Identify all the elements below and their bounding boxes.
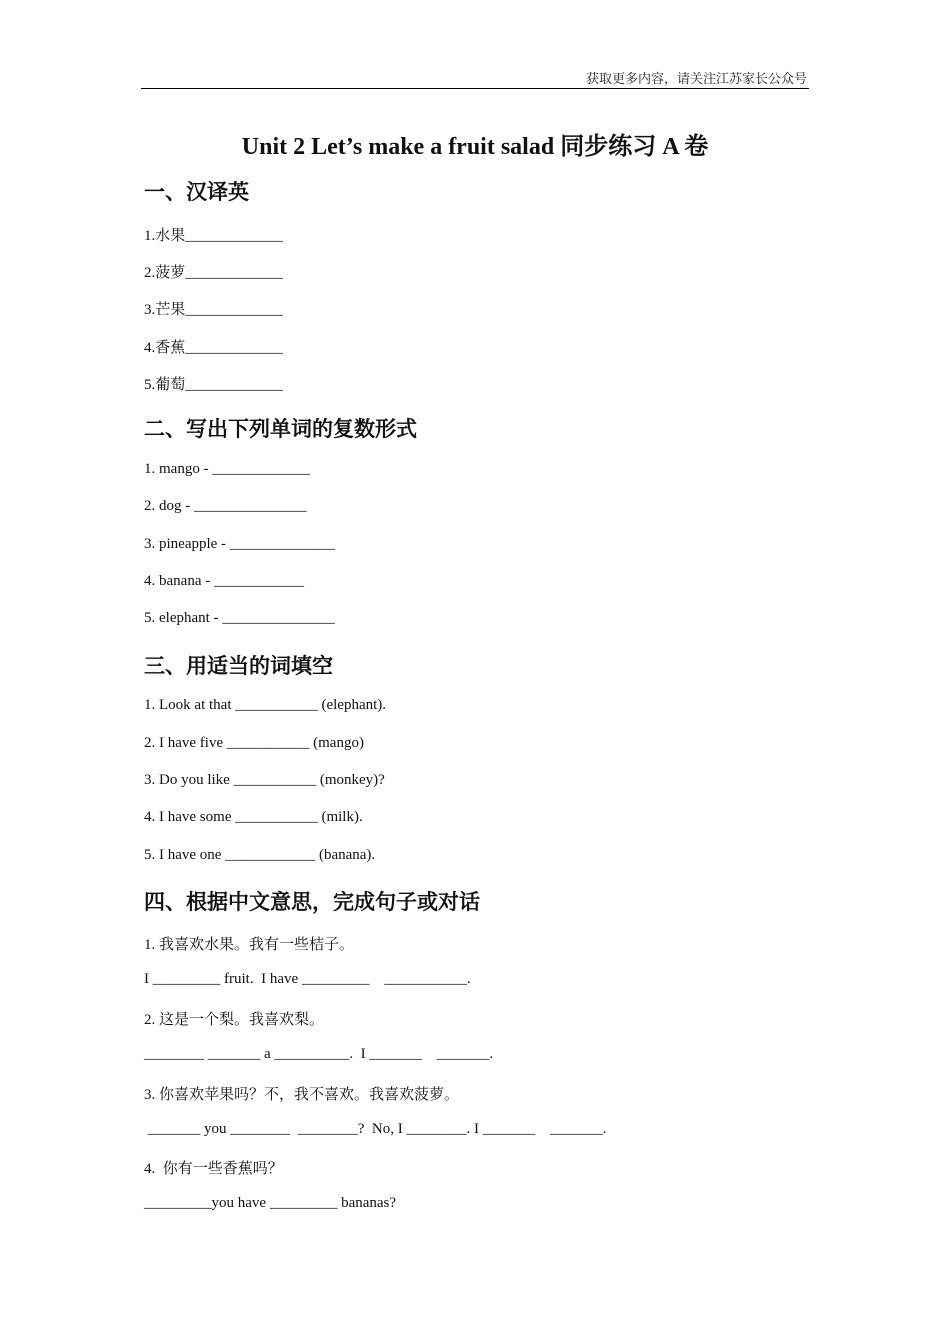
exercise-line: 2. 这是一个梨。我喜欢梨。: [144, 1012, 325, 1028]
exercise-line: 3. Do you like ___________ (monkey)?: [144, 772, 385, 788]
header-rule: [141, 88, 809, 89]
exercise-line: 3.芒果_____________: [144, 302, 283, 318]
exercise-line: 4. I have some ___________ (milk).: [144, 809, 363, 825]
exercise-line: ________ _______ a __________. I _______ _______.: [144, 1046, 494, 1062]
section-heading-4: 四、根据中文意思，完成句子或对话: [144, 890, 480, 914]
exercise-line: 1. 我喜欢水果。我有一些桔子。: [144, 937, 355, 953]
header-note: 获取更多内容，请关注江苏家长公众号: [585, 72, 807, 87]
exercise-line: 4. banana - ____________: [144, 573, 304, 589]
exercise-line: 3. 你喜欢苹果吗？不，我不喜欢。我喜欢菠萝。: [144, 1087, 460, 1103]
section-heading-1: 一、汉译英: [144, 180, 249, 204]
exercise-line: 3. pineapple - ______________: [144, 536, 335, 552]
section-heading-2: 二、写出下列单词的复数形式: [144, 417, 417, 441]
exercise-line: 5.葡萄_____________: [144, 377, 283, 393]
exercise-line: 4.香蕉_____________: [144, 340, 283, 356]
exercise-line: I _________ fruit. I have _________ ___________.: [144, 971, 471, 987]
exercise-line: 2. I have five ___________ (mango): [144, 735, 364, 751]
exercise-line: 1. mango - _____________: [144, 461, 310, 477]
exercise-line: 1. Look at that ___________ (elephant).: [144, 697, 387, 713]
page-title: Unit 2 Let’s make a fruit salad 同步练习 A 卷: [241, 134, 709, 160]
exercise-line: 4. 你有一些香蕉吗？: [144, 1161, 283, 1177]
exercise-line: 1.水果_____________: [144, 228, 283, 244]
exercise-line: 5. elephant - _______________: [144, 610, 335, 626]
exercise-line: 2.菠萝_____________: [144, 265, 283, 281]
exercise-line: _________you have _________ bananas?: [144, 1195, 397, 1211]
exercise-line: 2. dog - _______________: [144, 498, 307, 514]
exercise-line: _______ you ________ ________? No, I ________. I _______ _______.: [144, 1121, 607, 1137]
exercise-line: 5. I have one ____________ (banana).: [144, 847, 376, 863]
section-heading-3: 三、用适当的词填空: [144, 654, 333, 678]
